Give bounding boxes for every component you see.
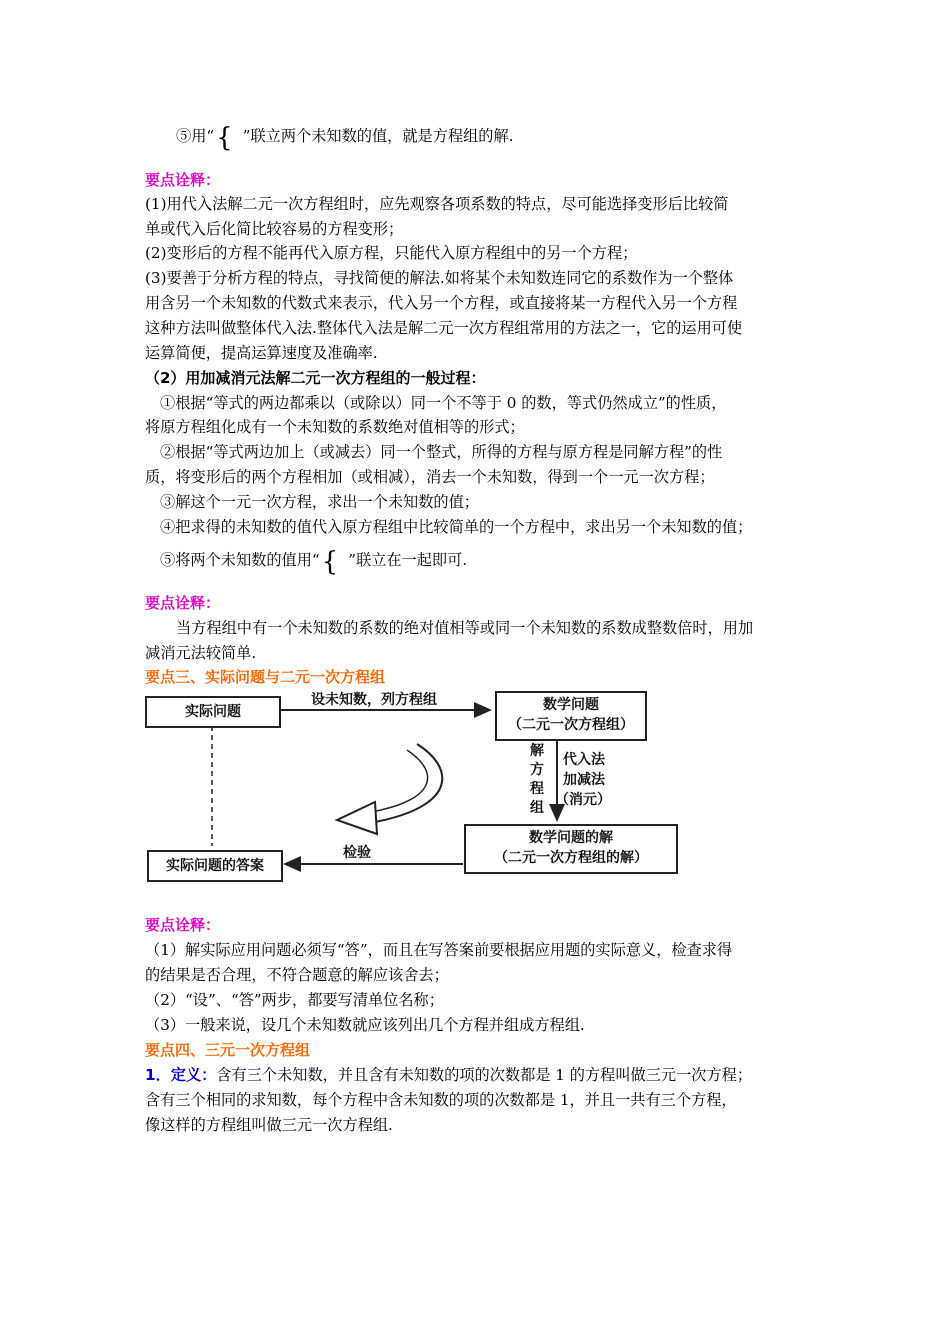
elim-line-3: ②根据“等式两边加上（或减去）同一个整式，所得的方程与原方程是同解方程”的性 — [160, 443, 723, 461]
note2-line-2: 减消元法较简单. — [145, 644, 257, 662]
note1-line-1: (1)用代入法解二元一次方程组时，应先观察各项系数的特点，尽可能选择变形后比较简 — [145, 195, 729, 213]
solve-char-2: 方 — [530, 762, 544, 778]
elim-line-2: 将原方程组化成有一个未知数的系数绝对值相等的形式； — [145, 418, 525, 436]
note3-line-2: 的结果是否合理，不符合题意的解应该舍去； — [145, 966, 449, 984]
solve-char-4: 组 — [530, 800, 544, 816]
left-brace-symbol: { — [321, 547, 339, 577]
note2-line-1: 当方程组中有一个未知数的系数的绝对值相等或同一个未知数的系数成整数倍时，用加 — [176, 619, 754, 637]
note1-line-4: (3)要善于分析方程的特点，寻找简便的解法.如将某个未知数连同它的系数作为一个整体 — [145, 269, 734, 287]
elim-line-1: ①根据“等式的两边都乘以（或除以）同一个不等于 0 的数，等式仍然成立”的性质， — [160, 394, 727, 412]
note-title-3: 要点诠释： — [145, 916, 221, 934]
label-substitution: 代入法 — [563, 752, 605, 768]
step5-prefix: ⑤用“ — [176, 127, 215, 145]
note1-line-7: 运算简便，提高运算速度及准确率. — [145, 344, 378, 362]
curved-arrow-head — [337, 802, 377, 834]
note-title-1: 要点诠释： — [145, 171, 221, 189]
elimination-title: （2）用加减消元法解二元一次方程组的一般过程： — [145, 369, 486, 387]
box-math-line-1: 数学问题 — [543, 697, 599, 713]
note1-line-6: 这种方法叫做整体代入法.整体代入法是解二元一次方程组常用的方法之一，它的运用可使 — [145, 319, 743, 337]
elim-line-5: ③解这个一元一次方程，求出一个未知数的值； — [160, 493, 479, 511]
label-set-unknowns: 设未知数，列方程组 — [311, 692, 437, 708]
note3-line-1: （1）解实际应用问题必须写“答”，而且在写答案前要根据应用题的实际意义，检查求得 — [145, 941, 733, 959]
box-solution-line-1: 数学问题的解 — [529, 830, 613, 846]
elim-step5-prefix: ⑤将两个未知数的值用“ — [160, 551, 320, 569]
section-4-title: 要点四、三元一次方程组 — [145, 1041, 311, 1059]
label-elimination-note: （消元） — [555, 792, 611, 808]
section-3-title: 要点三、实际问题与二元一次方程组 — [145, 668, 386, 686]
solve-char-3: 程 — [530, 781, 544, 797]
note1-line-2: 单或代入后化简比较容易的方程变形； — [145, 220, 404, 238]
definition-label: 1．定义： — [145, 1066, 217, 1084]
note3-line-3: （2）“设”、“答”两步，都要写清单位名称； — [145, 991, 444, 1009]
note3-line-4: （3）一般来说，设几个未知数就应该列出几个方程并组成方程组. — [145, 1016, 585, 1034]
flow-diagram — [145, 686, 685, 886]
note-title-2: 要点诠释： — [145, 594, 221, 612]
box-math-problem — [495, 691, 647, 741]
curved-arrow-outer — [375, 744, 442, 822]
substitution-step-5 — [176, 123, 514, 153]
definition-text-1: 含有三个未知数，并且含有未知数的项的次数都是 1 的方程叫做三元一次方程； — [216, 1066, 753, 1084]
box-real-answer: 实际问题的答案 — [147, 850, 283, 882]
label-solve-vertical — [529, 742, 545, 818]
elim-step5-suffix: ”联立在一起即可. — [348, 551, 468, 569]
label-elimination: 加减法 — [563, 772, 605, 788]
box-real-problem: 实际问题 — [145, 696, 281, 728]
elim-line-4: 质，将变形后的两个方程相加（或相减），消去一个未知数，得到一个一元一次方程； — [145, 468, 715, 486]
elim-line-7 — [160, 547, 468, 577]
definition-line-1 — [145, 1063, 752, 1087]
label-check: 检验 — [343, 845, 371, 861]
box-solution-line-2: （二元一次方程组的解） — [494, 850, 648, 866]
solve-char-1: 解 — [530, 743, 544, 759]
definition-line-2: 含有三个相同的求知数，每个方程中含未知数的项的次数都是 1，并且一共有三个方程， — [145, 1091, 737, 1109]
note1-line-3: (2)变形后的方程不能再代入原方程，只能代入原方程组中的另一个方程； — [145, 244, 638, 262]
left-brace-symbol: { — [216, 123, 233, 153]
definition-line-3: 像这样的方程组叫做三元一次方程组. — [145, 1116, 393, 1134]
curved-arrow-inner — [371, 750, 428, 812]
step5-suffix: ”联立两个未知数的值，就是方程组的解. — [242, 127, 514, 145]
box-math-solution — [464, 824, 678, 874]
note1-line-5: 用含另一个未知数的代数式来表示，代入另一个方程，或直接将某一方程代入另一个方程 — [145, 294, 738, 312]
box-math-line-2: （二元一次方程组） — [508, 717, 634, 733]
elim-line-6: ④把求得的未知数的值代入原方程组中比较简单的一个方程中，求出另一个未知数的值； — [160, 518, 753, 536]
